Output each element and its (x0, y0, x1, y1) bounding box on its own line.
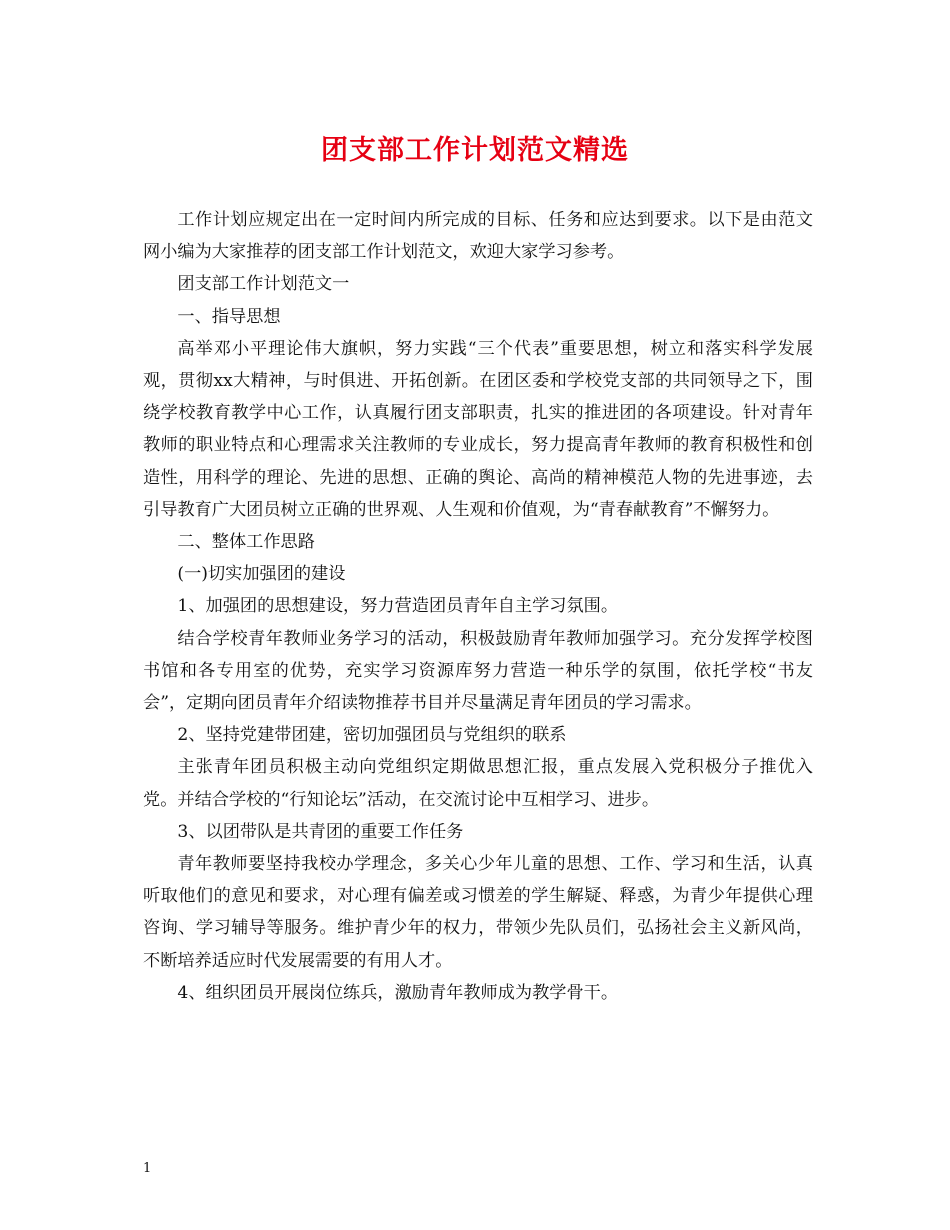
item-4-heading: 4、组织团员开展岗位练兵，激励青年教师成为教学骨干。 (177, 982, 619, 1003)
item-1-heading: 1、加强团的思想建设，努力营造团员青年自主学习氛围。 (177, 596, 619, 617)
document-body (143, 204, 813, 1009)
page-number: 1 (143, 1161, 152, 1176)
paragraph-guiding-ideology: 高举邓小平理论伟大旗帜，努力实践“三个代表”重要思想，树立和落实科学发展观，贯彻xx大精神，与时俱进、开拓创新。在团区委和学校党支部的共同领导之下，围绕学校教育教学中心工作，认真履行团支部职责，扎实的推进团的各项建设。针对青年教师的职业特点和心理需求关注教师的专业成长，努力提高青年教师的教育积极性和创造性，用科学的理论、先进的思想、正确的舆论、高尚的精神模范人物的先进事迹，去引导教育广大团员树立正确的世界观、人生观和价值观，为“青春献教育”不懈努力。 (143, 338, 813, 520)
heading-guiding-ideology: 一、指导思想 (177, 306, 281, 327)
item-3-paragraph: 青年教师要坚持我校办学理念，多关心少年儿童的思想、工作、学习和生活，认真听取他们的意见和要求，对心理有偏差或习惯差的学生解疑、释惑，为青少年提供心理咨询、学习辅导等服务。维护青少年的权力，带领少先队员们，弘扬社会主义新风尚，不断培养适应时代发展需要的有用人才。 (143, 854, 813, 971)
document-title: 团支部工作计划范文精选 (321, 135, 629, 166)
subheading-strengthen-league: (一)切实加强团的建设 (177, 564, 346, 585)
item-2-paragraph: 主张青年团员积极主动向党组织定期做思想汇报，重点发展入党积极分子推优入党。并结合学校的“行知论坛”活动，在交流讨论中互相学习、进步。 (143, 757, 813, 810)
item-1-paragraph: 结合学校青年教师业务学习的活动，积极鼓励青年教师加强学习。充分发挥学校图书馆和各专用室的优势，充实学习资源库努力营造一种乐学的氛围，依托学校“书友会”，定期向团员青年介绍读物推荐书目并尽量满足青年团员的学习需求。 (143, 628, 813, 714)
heading-overall-approach: 二、整体工作思路 (177, 532, 315, 553)
section-heading-sample-one: 团支部工作计划范文一 (177, 274, 350, 295)
intro-paragraph: 工作计划应规定出在一定时间内所完成的目标、任务和应达到要求。以下是由范文网小编为大家推荐的团支部工作计划范文，欢迎大家学习参考。 (143, 210, 813, 263)
item-3-heading: 3、以团带队是共青团的重要工作任务 (177, 821, 464, 842)
item-2-heading: 2、坚持党建带团建，密切加强团员与党组织的联系 (177, 725, 567, 746)
